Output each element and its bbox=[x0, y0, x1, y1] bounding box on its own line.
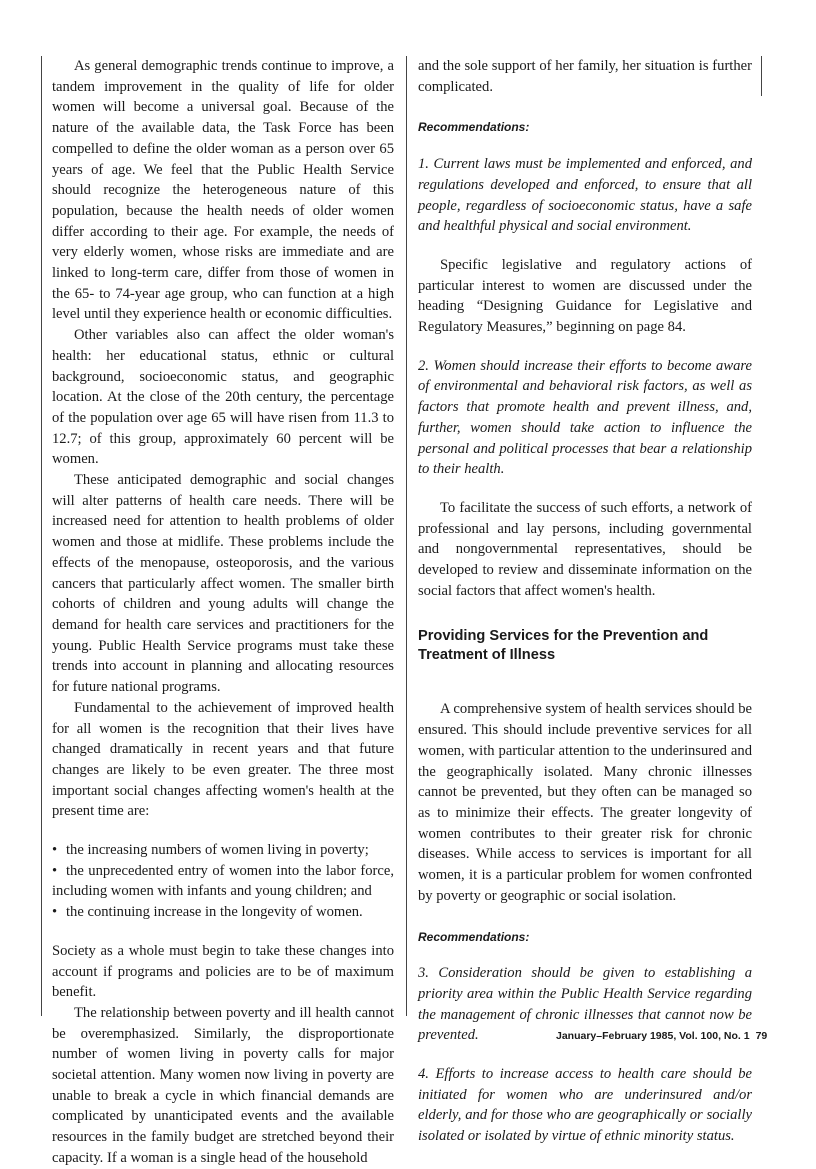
recommendation-2: 2. Women should increase their efforts to become aware of environmental and behavioral risk factors, as well as factors that promote health and prevent illness, and, further, women should take action to influence the personal and political processes that bear a relationship to their health. bbox=[418, 357, 752, 478]
recommendations-heading: Recommendations: bbox=[418, 120, 530, 135]
column-divider-rule bbox=[406, 56, 407, 1016]
right-column-rule bbox=[761, 56, 762, 96]
recommendation-4: 4. Efforts to increase access to health care should be initiated for women who are underinsured and/or elderly, and for those who are geographically or socially isolated or isolated by virtue of ethnic minority status. bbox=[418, 1066, 752, 1145]
page-footer bbox=[556, 1030, 767, 1042]
bullet-item: • the continuing increase in the longevity of women. bbox=[52, 902, 394, 923]
left-column-rule bbox=[41, 56, 42, 1016]
bullet-item: • the unprecedented entry of women into the labor force, including women with infants and young children; and bbox=[52, 861, 394, 902]
recommendation-3: 3. Consideration should be given to establishing a priority area within the Public Health Service regarding the management of chronic illnesses that cannot now be prevented. bbox=[418, 965, 752, 1044]
bullet-list bbox=[52, 840, 394, 923]
paragraph: Specific legislative and regulatory actions of particular interest to women are discussed under the heading “Designing Guidance for Legislative and Regulatory Measures,” beginning on page 84. bbox=[418, 256, 752, 336]
page-number: 79 bbox=[755, 1030, 768, 1042]
bullet-item: • the increasing numbers of women living in poverty; bbox=[52, 840, 394, 861]
paragraph: Other variables also can affect the older woman's health: her educational status, ethnic or cultural background, socioeconomic status, and geographic location. At the close of the 20th century, the percentage of the population over age 65 will have risen from 11.3 to 12.7; of this group, approximately 60 percent will be women. bbox=[52, 327, 394, 468]
paragraph-continued: and the sole support of her family, her situation is further complicated. bbox=[418, 58, 752, 95]
recommendations-heading: Recommendations: bbox=[418, 929, 530, 944]
paragraph: As general demographic trends continue to improve, a tandem improvement in the quality of life for older women will become a universal goal. Because of the nature of the available data, the Task Force has been compelled to define the older woman as a person over 65 years of age. We feel that the Public Health Service should recognize the heterogeneous nature of this population, because the health needs of older women differ according to their age. For example, the needs of very elderly women, whose risks are immediate and are linked to long-term care, differ from those of women in the 65- to 74-year age group, who can function at a high level until they experience health or economic difficulties. bbox=[52, 58, 394, 323]
right-column bbox=[418, 56, 752, 1147]
left-column bbox=[52, 56, 394, 1169]
paragraph: Fundamental to the achievement of improved health for all women is the recognition that their lives have changed dramatically in recent years and that future changes are likely to be even greater. The three most important social changes affecting women's health at the present time are: bbox=[52, 699, 394, 820]
paragraph: The relationship between poverty and ill health cannot be overemphasized. Similarly, the disproportionate number of women living in poverty calls for major societal attention. Many women now living in poverty are unable to break a cycle in which financial demands are complicated by unanticipated events and the available resources in the family budget are stretched beyond their capacity. If a woman is a single head of the household bbox=[52, 1004, 394, 1166]
recommendation-1: 1. Current laws must be implemented and enforced, and regulations developed and enforced, to ensure that all people, regardless of socioeconomic status, have a safe and healthful physical and social environment. bbox=[418, 156, 752, 235]
journal-citation: January–February 1985, Vol. 100, No. 1 bbox=[556, 1030, 750, 1042]
section-heading: Providing Services for the Prevention and Treatment of Illness bbox=[418, 628, 709, 664]
paragraph: These anticipated demographic and social changes will alter patterns of health care needs. There will be increased need for attention to health problems of older women and those at midlife. These problems include the effects of the menopause, osteoporosis, and the various cancers that particularly affect women. The smaller birth cohorts of children and young adults will change the demand for health care services and practitioners for the young. Public Health Service programs must take these trends into account in planning and allocating resources for future national programs. bbox=[52, 472, 394, 696]
paragraph: Society as a whole must begin to take these changes into account if programs and policies are to be of maximum benefit. bbox=[52, 942, 394, 1001]
paragraph: To facilitate the success of such efforts, a network of professional and lay persons, including governmental and nongovernmental representatives, should be developed to review and disseminate information on the social factors that affect women's health. bbox=[418, 499, 752, 599]
paragraph: A comprehensive system of health services should be ensured. This should include preventive services for all women, with particular attention to the underinsured and the geographically isolated. Many chronic illnesses cannot be prevented, but they often can be managed so as to minimize their effects. The greater longevity of women contributes to their greater risk for chronic diseases. While access to services is important for all women, it is a particular problem for women confronted by poverty or geographic or social isolation. bbox=[418, 701, 752, 904]
